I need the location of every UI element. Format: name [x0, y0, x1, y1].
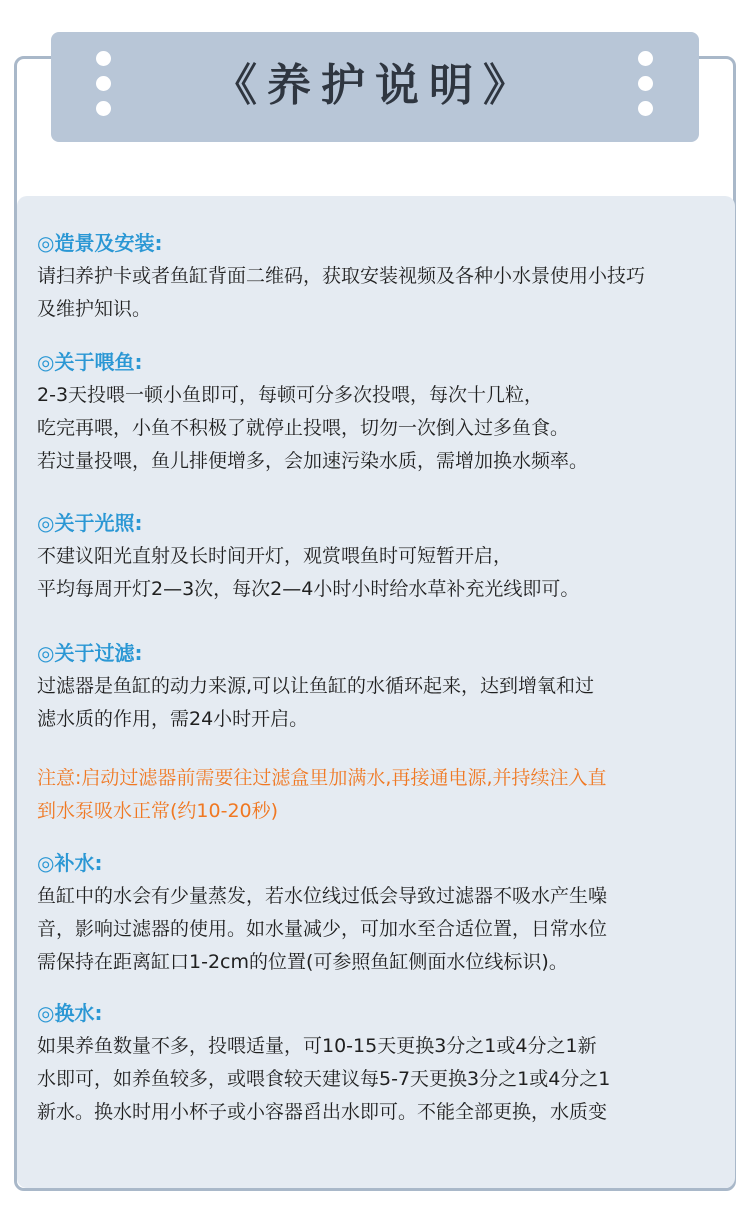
- section-text-line: 新水。换水时用小杯子或小容器舀出水即可。不能全部更换，水质变: [37, 1101, 608, 1123]
- dot-icon: [638, 51, 653, 66]
- dot-icon: [638, 76, 653, 91]
- title-banner: [51, 32, 699, 142]
- warning-text-line: 注意:启动过滤器前需要往过滤盒里加满水,再接通电源,并持续注入直: [37, 767, 607, 789]
- page-title: 《养护说明》: [213, 60, 537, 111]
- section-filtration: [37, 636, 727, 736]
- warning-text-line: 到水泵吸水正常(约10-20秒): [37, 800, 279, 822]
- filter-warning-note: [37, 762, 727, 828]
- section-heading: ◎造景及安装:: [37, 231, 163, 255]
- section-text-line: 如果养鱼数量不多，投喂适量，可10-15天更换3分之1或4分之1新: [37, 1035, 597, 1057]
- section-heading: ◎补水:: [37, 851, 103, 875]
- section-heading: ◎关于过滤:: [37, 641, 143, 665]
- section-feeding: [37, 345, 727, 478]
- section-text-line: 鱼缸中的水会有少量蒸发，若水位线过低会导致过滤器不吸水产生噪: [37, 885, 608, 907]
- section-text-line: 水即可，如养鱼较多，或喂食较天建议每5-7天更换3分之1或4分之1: [37, 1068, 611, 1090]
- care-instructions-panel: [17, 196, 735, 1188]
- section-text-line: 需保持在距离缸口1-2cm的位置(可参照鱼缸侧面水位线标识)。: [37, 951, 568, 973]
- section-text-line: 不建议阳光直射及长时间开灯，观赏喂鱼时可短暂开启，: [37, 545, 513, 567]
- section-text-line: 及维护知识。: [37, 298, 152, 320]
- section-heading: ◎关于光照:: [37, 511, 143, 535]
- section-text-line: 请扫养护卡或者鱼缸背面二维码，获取安装视频及各种小水景使用小技巧: [37, 265, 646, 287]
- section-lighting: [37, 506, 727, 606]
- right-dots-decoration: [638, 51, 654, 126]
- section-text-line: 2-3天投喂一顿小鱼即可，每顿可分多次投喂，每次十几粒，: [37, 384, 544, 406]
- section-water-change: [37, 996, 727, 1129]
- section-text-line: 滤水质的作用，需24小时开启。: [37, 708, 309, 730]
- dot-icon: [638, 101, 653, 116]
- section-text-line: 若过量投喂，鱼儿排便增多，会加速污染水质，需增加换水频率。: [37, 450, 589, 472]
- section-text-line: 吃完再喂，小鱼不积极了就停止投喂，切勿一次倒入过多鱼食。: [37, 417, 570, 439]
- section-heading: ◎关于喂鱼:: [37, 350, 143, 374]
- section-text-line: 平均每周开灯2—3次，每次2—4小时小时给水草补充光线即可。: [37, 578, 580, 600]
- section-text-line: 过滤器是鱼缸的动力来源,可以让鱼缸的水循环起来，达到增氧和过: [37, 675, 595, 697]
- section-text-line: 音，影响过滤器的使用。如水量减少，可加水至合适位置，日常水位: [37, 918, 608, 940]
- section-landscaping-installation: [37, 226, 727, 326]
- section-topping-up-water: [37, 846, 727, 979]
- section-heading: ◎换水:: [37, 1001, 103, 1025]
